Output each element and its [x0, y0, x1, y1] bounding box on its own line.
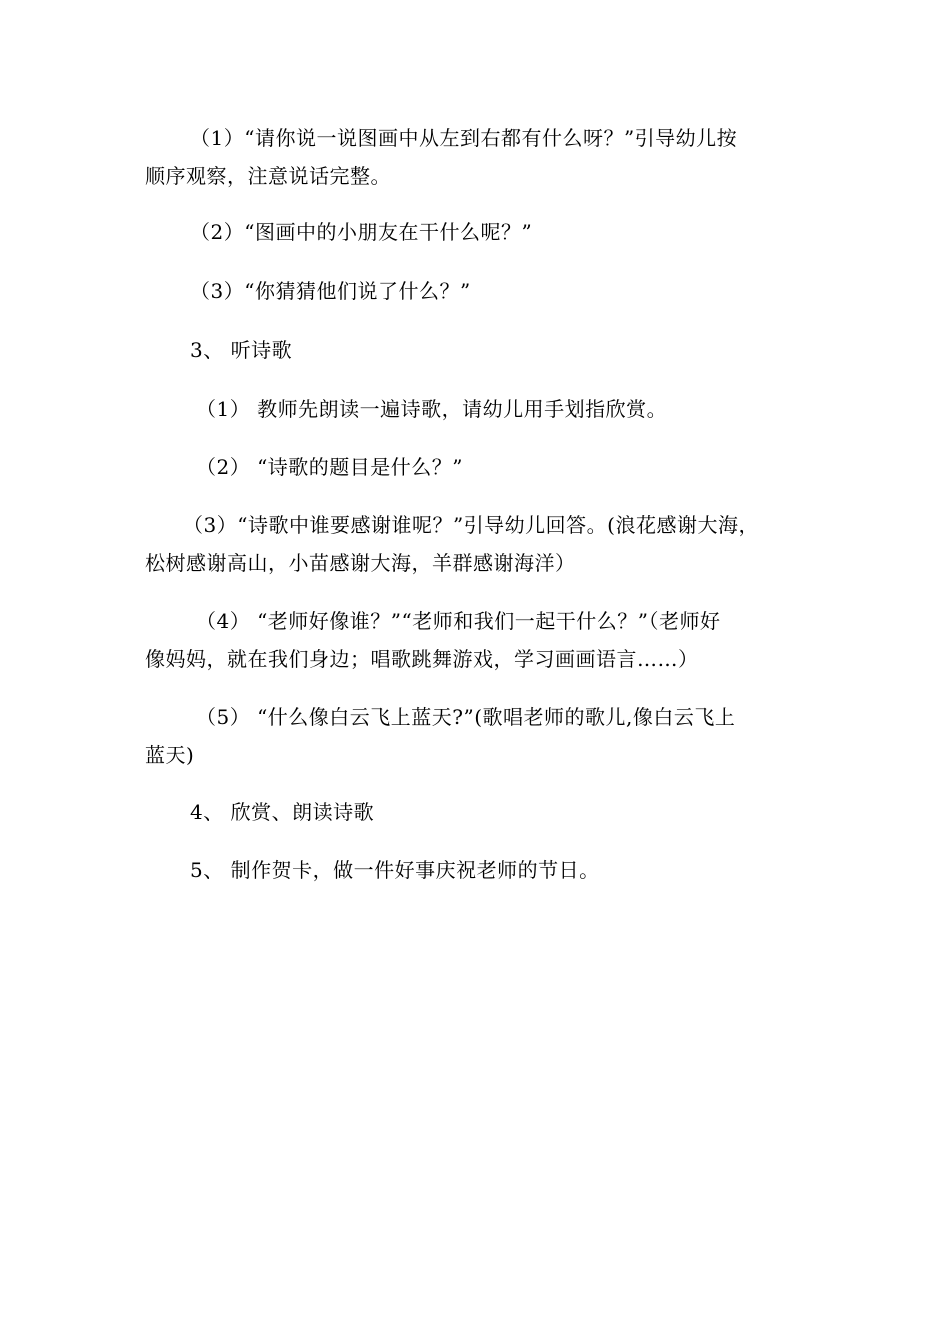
- text-line: 顺序观察，注意说话完整。: [145, 164, 391, 188]
- text-line: 蓝天): [145, 743, 195, 767]
- section-heading: 3、 听诗歌: [190, 338, 293, 362]
- text-line: 像妈妈，就在我们身边；唱歌跳舞游戏，学习画画语言……）: [145, 647, 699, 671]
- text-line: （2） “诗歌的题目是什么？”: [196, 455, 464, 479]
- text-line: （2）“图画中的小朋友在干什么呢？”: [190, 220, 533, 244]
- section-heading: 4、 欣赏、朗读诗歌: [190, 800, 375, 824]
- text-line: 松树感谢高山，小苗感谢大海，羊群感谢海洋）: [145, 551, 576, 575]
- text-line: （5） “什么像白云飞上蓝天?”(歌唱老师的歌儿,像白云飞上: [196, 705, 736, 729]
- text-line: （3）“诗歌中谁要感谢谁呢？”引导幼儿回答。(浪花感谢大海，: [183, 513, 759, 537]
- text-line: （1） 教师先朗读一遍诗歌，请幼儿用手划指欣赏。: [196, 397, 668, 421]
- text-line: （1）“请你说一说图画中从左到右都有什么呀？”引导幼儿按: [190, 126, 738, 150]
- section-heading: 5、 制作贺卡，做一件好事庆祝老师的节日。: [190, 858, 600, 882]
- text-line: （4） “老师好像谁？”“老师和我们一起干什么？”（老师好: [196, 609, 721, 633]
- text-line: （3）“你猜猜他们说了什么？”: [190, 279, 471, 303]
